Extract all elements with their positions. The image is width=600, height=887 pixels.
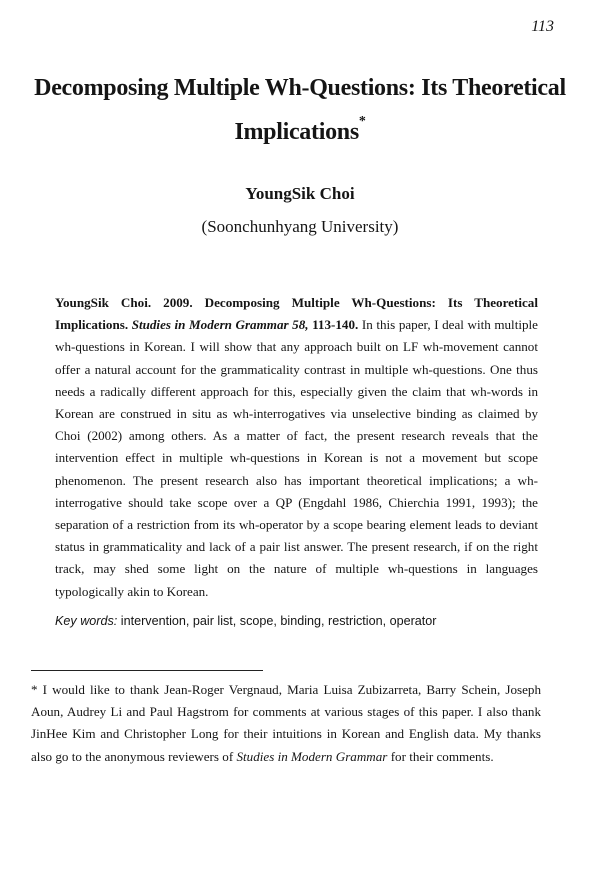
citation-pages: 113-140.	[312, 317, 359, 333]
paper-title	[30, 66, 570, 154]
abstract	[55, 292, 538, 603]
author-affiliation: (Soonchunhyang University)	[201, 217, 399, 236]
page-number: 113	[531, 18, 554, 35]
footnote-journal: Studies in Modern Grammar	[236, 748, 388, 764]
footnote-marker: *	[31, 682, 38, 697]
title-text: Decomposing Multiple Wh-Questions: Its Theoretical Implications	[34, 75, 566, 145]
footnote	[31, 679, 541, 768]
keywords-list: intervention, pair list, scope, binding, restriction, operator	[120, 614, 437, 628]
footnote-text-end: for their comments.	[390, 748, 494, 764]
title-footnote-marker: *	[358, 114, 366, 129]
citation-lead: YoungSik Choi. 2009. Decomposing Multiple Wh-Questions: Its Theoretical Implications.	[55, 295, 538, 333]
footnote-text: I would like to thank Jean-Roger Vergnaud, Maria Luisa Zubizarreta, Barry Schein, Joseph Aoun, Audrey Li and Paul Hagstrom for comments at various stages of this paper. I also thank JinHee Kim and Christopher Long for their intuitions in Korean and English data. My thanks also go to the anonymous reviewers of	[31, 682, 541, 764]
abstract-body: In this paper, I deal with multiple wh-questions in Korean. I will show that any approach built on LF wh-movement cannot offer a natural account for the grammaticality contrast in multiple wh-questions. One thus needs a radically different approach for this, especially given the claim that wh-words in Korean are construed in situ as wh-interrogatives via unselective binding as claimed by Choi (2002) among others. As a matter of fact, the present research reveals that the intervention effect in multiple wh-questions in Korean is not a movement but scope phenomenon. The present research also has important theoretical implications; a wh-interrogative should take scope over a QP (Engdahl 1986, Chierchia 1991, 1993); the separation of a restriction from its wh-operator by a scope bearing element leads to deviant status in grammaticality and lack of a pair list answer. The present research, if on the right track, may shed some light on the nature of multiple wh-questions in languages typologically akin to Korean.	[55, 317, 538, 599]
keywords	[55, 614, 545, 628]
author-name: YoungSik Choi	[245, 184, 355, 203]
footnote-divider	[31, 670, 263, 671]
citation-journal: Studies in Modern Grammar 58,	[131, 317, 309, 333]
keywords-label: Key words:	[55, 614, 118, 628]
